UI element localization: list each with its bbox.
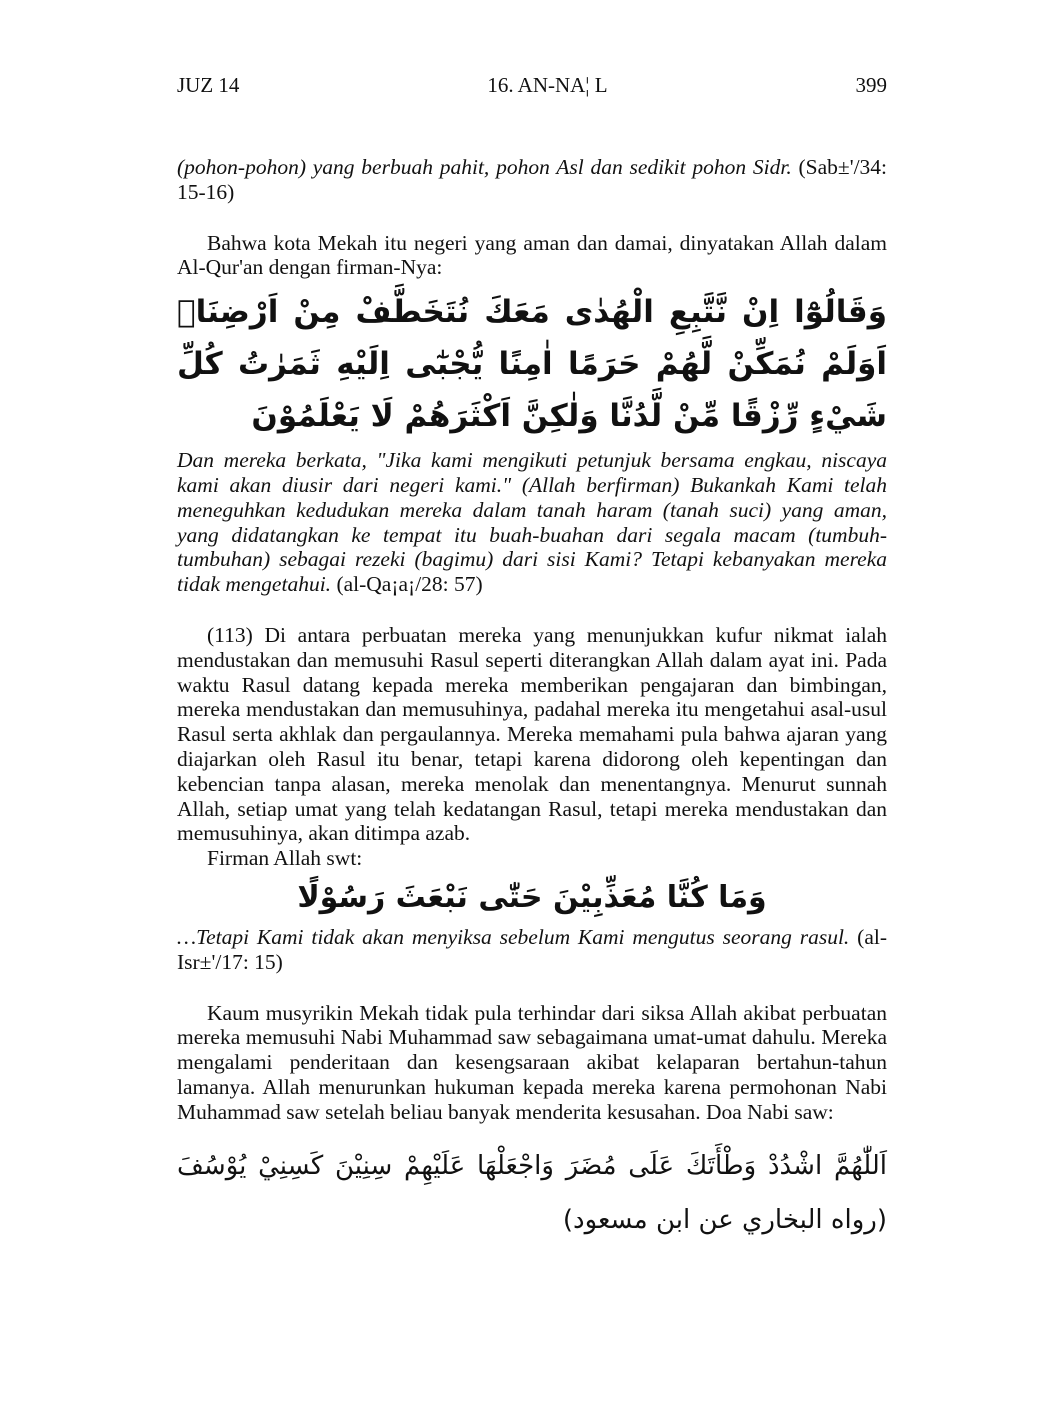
- page-number: 399: [855, 73, 887, 97]
- translation-continuation: [177, 155, 887, 205]
- juz-label: JUZ 14: [177, 73, 240, 97]
- verse-reference: (al-Isr±'/17: 15): [177, 924, 887, 974]
- translation-italic: Dan mereka berkata, "Jika kami mengikuti petunjuk bersama engkau, niscaya kami akan diusir dari negeri kami." (Allah berfirman) Bukankah Kami telah meneguhkan kedudukan mereka dalam tanah haram (tanah suci) yang aman, yang didatangkan ke tempat itu buah-buahan dari segala macam (tumbuh-tumbuhan) sebagai rezeki (bagimu) dari sisi Kami? Tetapi kebanyakan mereka tidak mengetahui.: [177, 448, 887, 597]
- paragraph-113: (113) Di antara perbuatan mereka yang menunjukkan kufur nikmat ialah mendustakan dan memusuhi Rasul seperti diterangkan Allah dalam ayat ini. Pada waktu Rasul datang kepada mereka memberikan pengajaran dan bimbingan, mereka mendustakan dan memusuhinya, padahal mereka itu mengetahui asal-usul Rasul serta akhlak dan pergaulannya. Mereka memahami pula bahwa ajaran yang diajarkan oleh Rasul itu benar, tetapi karena didorong oleh kepentingan dan kebencian tanpa alasan, mereka menolak dan menentangnya. Menurut sunnah Allah, setiap umat yang telah kedatangan Rasul, tetapi mereka mendustakan dan memusuhinya, akan ditimpa azab.: [177, 622, 887, 846]
- verse-reference: (Sab±'/34: 15-16): [177, 155, 888, 204]
- translation-italic: …Tetapi Kami tidak akan menyiksa sebelum Kami mengutus seorang rasul.: [177, 924, 850, 949]
- running-header: [177, 70, 887, 100]
- verse-translation-qasas: [177, 448, 887, 597]
- verse-translation-isra: [177, 925, 887, 975]
- paragraph-intro-mekah: Bahwa kota Mekah itu negeri yang aman dan damai, dinyatakan Allah dalam Al-Qur'an dengan firman-Nya:: [177, 230, 887, 280]
- surah-title: 16. AN-NA¦ L: [487, 73, 608, 97]
- verse-reference: (al-Qa¡a¡/28: 57): [336, 572, 483, 597]
- arabic-verse-qasas-57: وَقَالُوْٓا اِنْ نَّتَّبِعِ الْهُدٰى مَعَكَ نُتَخَطَّفْ مِنْ اَرْضِنَاۗ اَوَلَمْ نُمَكِّنْ لَّهُمْ حَرَمًا اٰمِنًا يُّجْبٰٓى اِلَيْهِ ثَمَرٰتُ كُلِّ شَيْءٍ رِّزْقًا مِّنْ لَّدُنَّا وَلٰكِنَّ اَكْثَرَهُمْ لَا يَعْلَمُوْنَ: [177, 294, 887, 435]
- paragraph-musyrikin: Kaum musyrikin Mekah tidak pula terhindar dari siksa Allah akibat perbuatan mereka memusuhi Nabi Muhammad saw sebagaimana umat-umat dahulu. Mereka mengalami penderitaan dan kesengsaraan akibat kelaparan bertahun-tahun lamanya. Allah menurunkan hukuman kepada mereka karena permohonan Nabi Muhammad saw setelah beliau banyak menderita kesusahan. Doa Nabi saw:: [177, 1000, 887, 1124]
- arabic-doa-nabi: اَللّٰهُمَّ اشْدُدْ وَطْأَتَكَ عَلَى مُضَرَ وَاجْعَلْهَا عَلَيْهِمْ سِنِيْنَ كَسِنِيْ يُوْسُفَ (رواه البخاري عن ابن مسعود): [177, 1150, 887, 1235]
- page: [177, 70, 887, 1247]
- translation-italic: (pohon-pohon) yang berbuah pahit, pohon Asl dan sedikit pohon Sidr.: [177, 155, 792, 179]
- arabic-verse-isra-15: وَمَا كُنَّا مُعَذِّبِيْنَ حَتّٰى نَبْعَثَ رَسُوْلًا: [297, 879, 767, 915]
- firman-label: Firman Allah swt:: [207, 846, 363, 871]
